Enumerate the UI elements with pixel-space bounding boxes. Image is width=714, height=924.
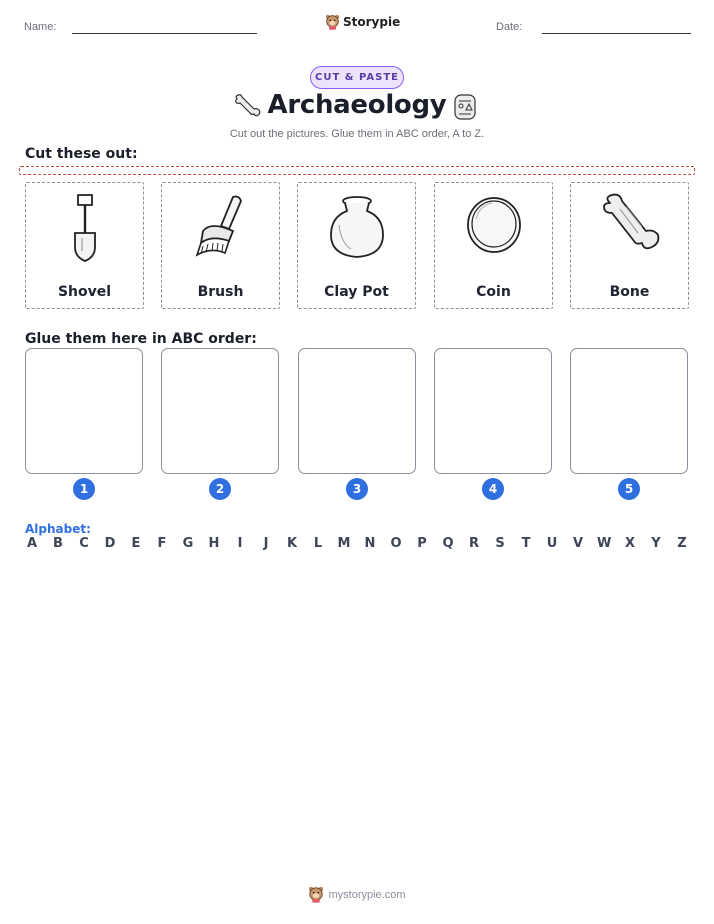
stone-tablet-icon: [452, 93, 478, 121]
alphabet-letter: M: [337, 536, 351, 551]
glue-section-heading: Glue them here in ABC order:: [25, 331, 257, 347]
alphabet-letter: C: [79, 536, 89, 551]
glue-box-3[interactable]: [298, 348, 416, 474]
footer: [0, 886, 714, 903]
alphabet-letter: S: [495, 536, 505, 551]
card-label: Brush: [197, 284, 244, 300]
glue-box-1[interactable]: [25, 348, 143, 474]
card-label: Clay Pot: [324, 284, 389, 300]
instructions: Cut out the pictures. Glue them in ABC order, A to Z.: [229, 128, 485, 140]
cut-card-bone[interactable]: [570, 182, 689, 309]
alphabet-letter: Z: [677, 536, 687, 551]
card-label: Shovel: [57, 284, 112, 300]
storypie-mascot-icon: [325, 14, 340, 30]
alphabet-letter: L: [313, 536, 323, 551]
page-title: Archaeology: [267, 90, 447, 120]
alphabet-letter: N: [364, 536, 376, 551]
alphabet-letter: T: [521, 536, 531, 551]
number-badge-3: 3: [346, 478, 368, 500]
cut-card-coin[interactable]: [434, 182, 553, 309]
alphabet-letter: D: [104, 536, 116, 551]
alphabet-letter: U: [546, 536, 558, 551]
alphabet-row: [25, 536, 689, 551]
card-label: Coin: [476, 284, 511, 300]
cut-card-brush[interactable]: [161, 182, 280, 309]
alphabet-letter: Y: [651, 536, 661, 551]
cut-paste-badge: CUT & PASTE: [310, 66, 404, 89]
glue-box-5[interactable]: [570, 348, 688, 474]
number-badge-4: 4: [482, 478, 504, 500]
alphabet-letter: P: [417, 536, 427, 551]
shovel-icon: [65, 191, 105, 263]
cut-section-heading: Cut these out:: [25, 146, 138, 162]
alphabet-letter: W: [597, 536, 612, 551]
alphabet-letter: I: [237, 536, 243, 551]
number-badge-5: 5: [618, 478, 640, 500]
alphabet-letter: R: [468, 536, 479, 551]
date-label: Date:: [496, 21, 523, 33]
alphabet-letter: F: [157, 536, 167, 551]
footer-url[interactable]: mystorypie.com: [328, 888, 406, 901]
name-label: Name:: [24, 21, 57, 33]
alphabet-letter: G: [182, 536, 194, 551]
number-badge-2: 2: [209, 478, 231, 500]
card-label: Bone: [609, 284, 650, 300]
number-badge-1: 1: [73, 478, 95, 500]
alphabet-letter: H: [208, 536, 220, 551]
bone-icon: [598, 191, 662, 263]
alphabet-letter: E: [131, 536, 141, 551]
coin-icon: [462, 191, 526, 263]
alphabet-letter: B: [53, 536, 63, 551]
alphabet-letter: V: [572, 536, 584, 551]
glue-box-4[interactable]: [434, 348, 552, 474]
alphabet-letter: Q: [442, 536, 454, 551]
alphabet-letter: O: [390, 536, 402, 551]
name-line[interactable]: [72, 33, 257, 34]
cut-card-clay-pot[interactable]: [297, 182, 416, 309]
alphabet-letter: K: [286, 536, 298, 551]
cut-line: [19, 166, 695, 175]
date-line[interactable]: [542, 33, 691, 34]
clay-pot-icon: [325, 191, 389, 263]
brush-icon: [189, 191, 253, 263]
glue-box-2[interactable]: [161, 348, 279, 474]
cut-card-shovel[interactable]: [25, 182, 144, 309]
brand-name: Storypie: [343, 15, 401, 29]
alphabet-heading: Alphabet:: [25, 522, 91, 536]
alphabet-letter: J: [263, 536, 269, 551]
storypie-mascot-icon: [308, 886, 324, 903]
alphabet-letter: X: [624, 536, 636, 551]
alphabet-letter: A: [26, 536, 38, 551]
brand-logo: [325, 14, 400, 30]
